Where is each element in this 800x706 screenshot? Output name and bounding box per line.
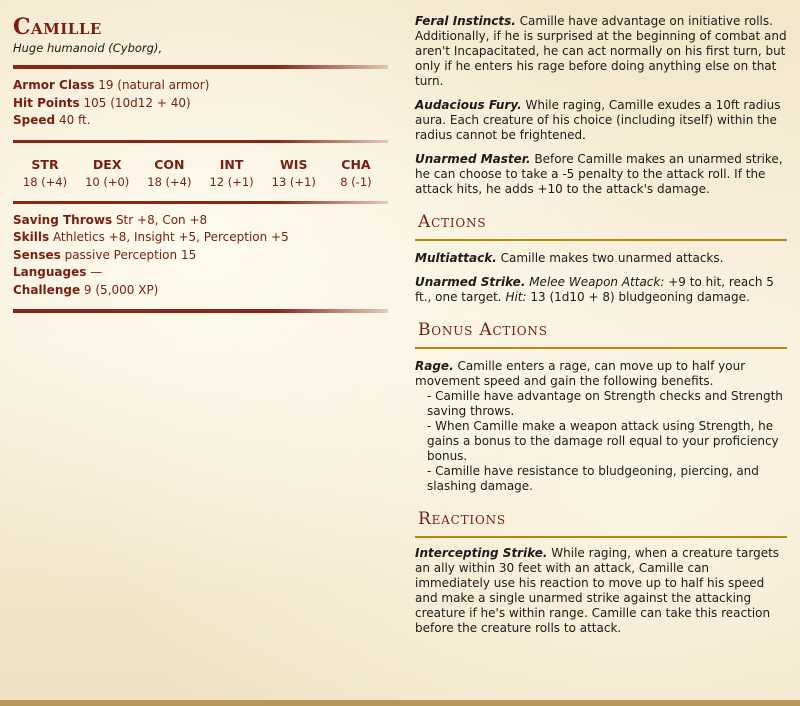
trait-text: While raging, Camille exudes a 10ft radius aura. Each creature of his choice (including itself) within the radius cannot be frightened. bbox=[415, 98, 781, 142]
reaction-title: Intercepting Strike. bbox=[415, 546, 548, 560]
languages-value: — bbox=[90, 265, 103, 279]
divider bbox=[13, 201, 388, 204]
armor-class-label: Armor Class bbox=[13, 78, 95, 92]
stat-block-right-column bbox=[415, 14, 787, 645]
action-multiattack bbox=[415, 251, 787, 266]
bonus-action-title: Rage. bbox=[415, 359, 454, 373]
hit-points-label: Hit Points bbox=[13, 95, 80, 110]
ability-wis bbox=[264, 157, 324, 191]
languages-line bbox=[13, 264, 388, 282]
hit-label: Hit: bbox=[505, 290, 527, 304]
skills-value: Athletics +8, Insight +5, Perception +5 bbox=[52, 230, 289, 244]
divider bbox=[13, 65, 388, 69]
damage-text: 13 (1d10 + 8) bludgeoning damage. bbox=[530, 290, 750, 304]
action-title: Multiattack. bbox=[415, 251, 497, 265]
monster-name: Camille bbox=[13, 14, 102, 40]
ability-str bbox=[15, 157, 75, 191]
ability-score: 18 (+4) bbox=[22, 174, 68, 189]
ability-score: 13 (+1) bbox=[271, 174, 316, 189]
reaction-intercepting-strike bbox=[415, 546, 787, 636]
ability-score: 8 (-1) bbox=[340, 174, 372, 189]
rage-benefit: - Camille have advantage on Strength checks and Strength saving throws. bbox=[427, 389, 783, 418]
monster-type: Huge humanoid (Cyborg), bbox=[13, 41, 163, 55]
actions-heading: Actions bbox=[418, 212, 487, 232]
section-divider bbox=[415, 239, 787, 241]
reactions-heading: Reactions bbox=[418, 509, 506, 529]
ability-score: 12 (+1) bbox=[209, 174, 254, 189]
ability-name: CHA bbox=[341, 156, 371, 172]
senses-value: passive Perception 15 bbox=[64, 247, 197, 262]
ability-name: CON bbox=[154, 156, 185, 172]
speed-line bbox=[13, 112, 388, 130]
ability-cha bbox=[326, 157, 386, 191]
section-divider bbox=[415, 536, 787, 538]
senses-label: Senses bbox=[13, 247, 61, 262]
stat-block-left-column bbox=[13, 14, 388, 321]
armor-class-value: 19 (natural armor) bbox=[98, 78, 210, 92]
ability-int bbox=[202, 157, 262, 191]
divider bbox=[13, 309, 388, 313]
bonus-actions-heading: Bonus Actions bbox=[418, 320, 548, 340]
trait-feral-instincts bbox=[415, 14, 787, 89]
senses-line bbox=[13, 247, 388, 265]
action-text: Camille makes two unarmed attacks. bbox=[500, 251, 724, 265]
hit-points-line bbox=[13, 95, 388, 113]
attack-text: +9 to hit, reach 5 ft., one target. bbox=[415, 275, 774, 304]
skills-line bbox=[13, 229, 388, 247]
bonus-action-rage bbox=[415, 359, 787, 494]
challenge-value: 9 (5,000 XP) bbox=[83, 282, 159, 297]
ability-name: STR bbox=[31, 156, 59, 172]
challenge-line bbox=[13, 282, 388, 300]
divider bbox=[13, 140, 388, 143]
saving-throws-value: Str +8, Con +8 bbox=[115, 212, 208, 227]
ability-score: 10 (+0) bbox=[85, 174, 130, 189]
saving-throws-line bbox=[13, 212, 388, 230]
ability-con bbox=[139, 157, 199, 191]
trait-text: Camille have advantage on initiative rolls. Additionally, if he is surprised at the beginning of combat and aren't Incapacitated, he can act normally on his first turn, but only if he enters his rage before doing anything else on that turn. bbox=[415, 14, 787, 88]
section-divider bbox=[415, 347, 787, 349]
languages-label: Languages bbox=[13, 265, 87, 279]
trait-title: Unarmed Master. bbox=[415, 152, 531, 166]
skills-label: Skills bbox=[13, 230, 50, 244]
ability-name: INT bbox=[219, 156, 244, 172]
saving-throws-label: Saving Throws bbox=[13, 212, 113, 227]
rage-benefit: - Camille have resistance to bludgeoning, piercing, and slashing damage. bbox=[427, 464, 759, 493]
trait-title: Audacious Fury. bbox=[415, 98, 522, 112]
ability-score: 18 (+4) bbox=[147, 174, 192, 189]
ability-name: DEX bbox=[92, 156, 122, 172]
rage-benefit: - When Camille make a weapon attack using Strength, he gains a bonus to the damage roll equal to your proficiency bonus. bbox=[427, 419, 779, 463]
trait-text: Before Camille makes an unarmed strike, he can choose to take a -5 penalty to the attack roll. If the attack hits, he adds +10 to the attack's damage. bbox=[415, 152, 783, 196]
challenge-label: Challenge bbox=[13, 282, 81, 297]
speed-label: Speed bbox=[13, 113, 56, 127]
speed-value: 40 ft. bbox=[58, 113, 91, 127]
hit-points-value: 105 (10d12 + 40) bbox=[83, 95, 191, 110]
reaction-text: While raging, when a creature targets an ally within 30 feet with an attack, Camille can immediately use his reaction to move up to half his speed and make a single unarmed strike against the attacking creature if he's within range. Camille can take this reaction before the creature rolls to attack. bbox=[415, 546, 780, 635]
trait-unarmed-master bbox=[415, 152, 787, 197]
ability-name: WIS bbox=[280, 156, 308, 172]
action-title: Unarmed Strike. bbox=[415, 275, 526, 289]
ability-scores bbox=[13, 151, 388, 191]
trait-title: Feral Instincts. bbox=[415, 14, 516, 28]
armor-class-line bbox=[13, 77, 388, 95]
bonus-action-text: Camille enters a rage, can move up to half your movement speed and gain the following benefits. bbox=[415, 359, 746, 388]
action-unarmed-strike bbox=[415, 275, 787, 305]
trait-audacious-fury bbox=[415, 98, 787, 143]
ability-dex bbox=[77, 157, 137, 191]
attack-type: Melee Weapon Attack: bbox=[529, 275, 665, 289]
